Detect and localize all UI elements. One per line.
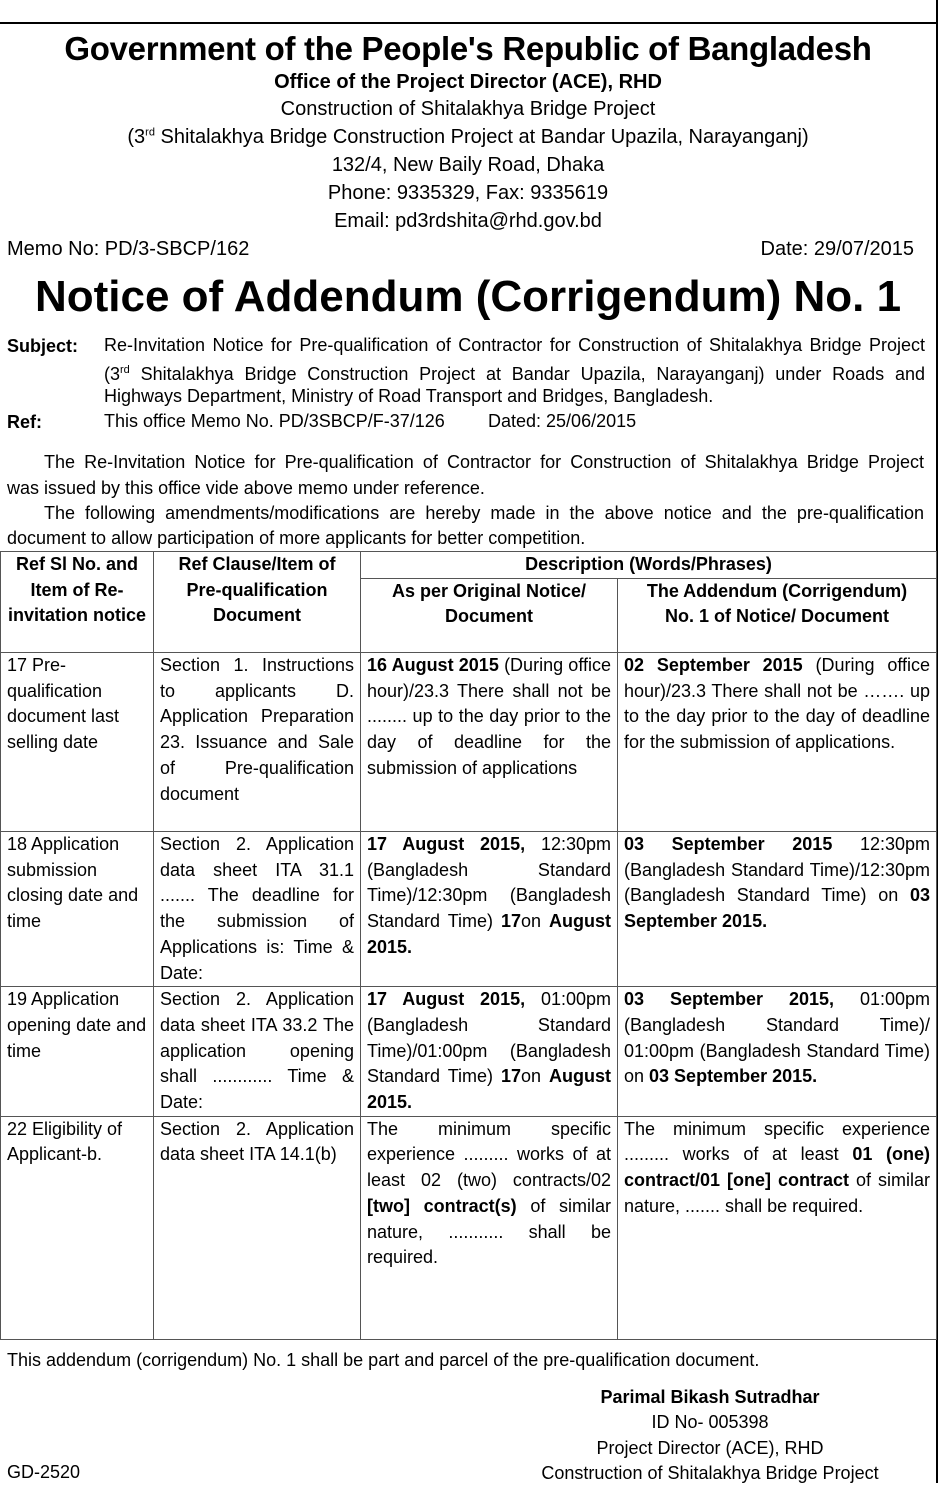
row-18-addendum: 03 September 2015 12:30pm (Bangladesh Standard Time)/12:30pm (Bangladesh Standard Time) on 03 September 2015. <box>618 832 937 987</box>
paragraph-1-line-2: was issued by this office vide above memo under reference. <box>7 478 485 498</box>
office-heading: Office of the Project Director (ACE), RHD <box>274 71 662 93</box>
signatory-name: Parimal Bikash Sutradhar <box>600 1387 820 1407</box>
paragraph-2-line-2: document to allow participation of more applicants for better competition. <box>7 528 586 548</box>
row-19-ref: 19 Application opening date and time <box>1 987 154 1117</box>
paragraph-2-line-1: The following amendments/modifications are hereby made in the above notice and the pre-qualification <box>44 503 924 523</box>
row-19-addendum: 03 September 2015, 01:00pm (Bangladesh Standard Time)/ 01:00pm (Bangladesh Standard Time) on 03 September 2015. <box>618 987 937 1117</box>
row-22-ref: 22 Eligibility of Applicant-b. <box>1 1116 154 1339</box>
office-email: Email: pd3rdshita@rhd.gov.bd <box>334 210 602 232</box>
ref-label: Ref: <box>7 412 42 432</box>
government-heading: Government of the People's Republic of Bangladesh <box>64 30 872 67</box>
header-addendum: The Addendum (Corrigendum) No. 1 of Notice/ Document <box>618 578 937 652</box>
office-address: 132/4, New Baily Road, Dhaka <box>331 154 605 176</box>
table-row <box>1 1116 937 1339</box>
subject-label: Subject: <box>7 336 79 356</box>
subject-line-2: (3rd Shitalakhya Bridge Construction Project at Bandar Upazila, Narayanganj) under Roads and <box>104 364 925 384</box>
header-ref-clause: Ref Clause/Item of Pre-qualification Document <box>154 552 361 653</box>
notice-title: Notice of Addendum (Corrigendum) No. 1 <box>34 272 902 321</box>
row-18-ref: 18 Application submission closing date and time <box>1 832 154 987</box>
signatory-designation: Project Director (ACE), RHD <box>596 1438 824 1458</box>
row-17-clause: Section 1. Instructions to applicants D. Application Preparation 23. Issuance and Sale of Pre-qualification document <box>154 653 361 832</box>
ref-memo: This office Memo No. PD/3SBCP/F-37/126 <box>104 411 445 431</box>
row-19-clause: Section 2. Application data sheet ITA 33.2 The application opening shall ............ Time & Date: <box>154 987 361 1117</box>
signatory-id: ID No- 005398 <box>651 1412 769 1432</box>
row-22-clause: Section 2. Application data sheet ITA 14.1(b) <box>154 1116 361 1339</box>
signatory-project: Construction of Shitalakhya Bridge Project <box>541 1463 879 1483</box>
row-18-original: 17 August 2015, 12:30pm (Bangladesh Standard Time)/12:30pm (Bangladesh Standard Time) 17on August 2015. <box>361 832 618 987</box>
row-17-ref: 17 Pre-qualification document last selling date <box>1 653 154 832</box>
project-name: Construction of Shitalakhya Bridge Project <box>280 98 656 120</box>
table-row <box>1 653 937 832</box>
office-phone: Phone: 9335329, Fax: 9335619 <box>327 182 609 204</box>
paragraph-1-line-1: The Re-Invitation Notice for Pre-qualification of Contractor for Construction of Shitalakhya Bridge Project <box>44 452 924 472</box>
header-description: Description (Words/Phrases) <box>361 552 937 579</box>
ref-dated: Dated: 25/06/2015 <box>488 411 637 431</box>
page-top-border <box>0 22 936 24</box>
addendum-footer-note: This addendum (corrigendum) No. 1 shall be part and parcel of the pre-qualification document. <box>7 1350 760 1370</box>
row-19-original: 17 August 2015, 01:00pm (Bangladesh Standard Time)/01:00pm (Bangladesh Standard Time) 17on August 2015. <box>361 987 618 1117</box>
table-row <box>1 987 937 1117</box>
header-ref-sl: Ref Sl No. and Item of Re-invitation notice <box>1 552 154 653</box>
row-17-addendum: 02 September 2015 (During office hour)/23.3 There shall not be ……. up to the day prior to the day of deadline for the submission of applications. <box>618 653 937 832</box>
row-18-clause: Section 2. Application data sheet ITA 31.1 ....... The deadline for the submission of Applications is: Time & Date: <box>154 832 361 987</box>
row-22-addendum: The minimum specific experience ......... works of at least 01 (one) contract/01 [one] contract of similar nature, ....... shall be required. <box>618 1116 937 1339</box>
row-17-original: 16 August 2015 (During office hour)/23.3 There shall not be ........ up to the day prior to the day of deadline for the submission of applications <box>361 653 618 832</box>
memo-date: Date: 29/07/2015 <box>760 238 914 260</box>
table-header-row <box>1 552 937 579</box>
header-original: As per Original Notice/ Document <box>361 578 618 652</box>
row-22-original: The minimum specific experience ......... works of at least 02 (two) contracts/02 [two] contract(s) of similar nature, ........... shall be required. <box>361 1116 618 1339</box>
project-full-name: (3rd Shitalakhya Bridge Construction Project at Bandar Upazila, Narayanganj) <box>127 126 809 148</box>
document-code: GD-2520 <box>7 1462 81 1482</box>
table-row <box>1 832 937 987</box>
subject-line-1: Re-Invitation Notice for Pre-qualification of Contractor for Construction of Shitalakhya Bridge Project <box>104 335 925 355</box>
memo-number: Memo No: PD/3-SBCP/162 <box>7 238 250 260</box>
amendment-table <box>0 551 937 1340</box>
subject-line-3: Highways Department, Ministry of Road Transport and Bridges, Bangladesh. <box>104 386 714 406</box>
